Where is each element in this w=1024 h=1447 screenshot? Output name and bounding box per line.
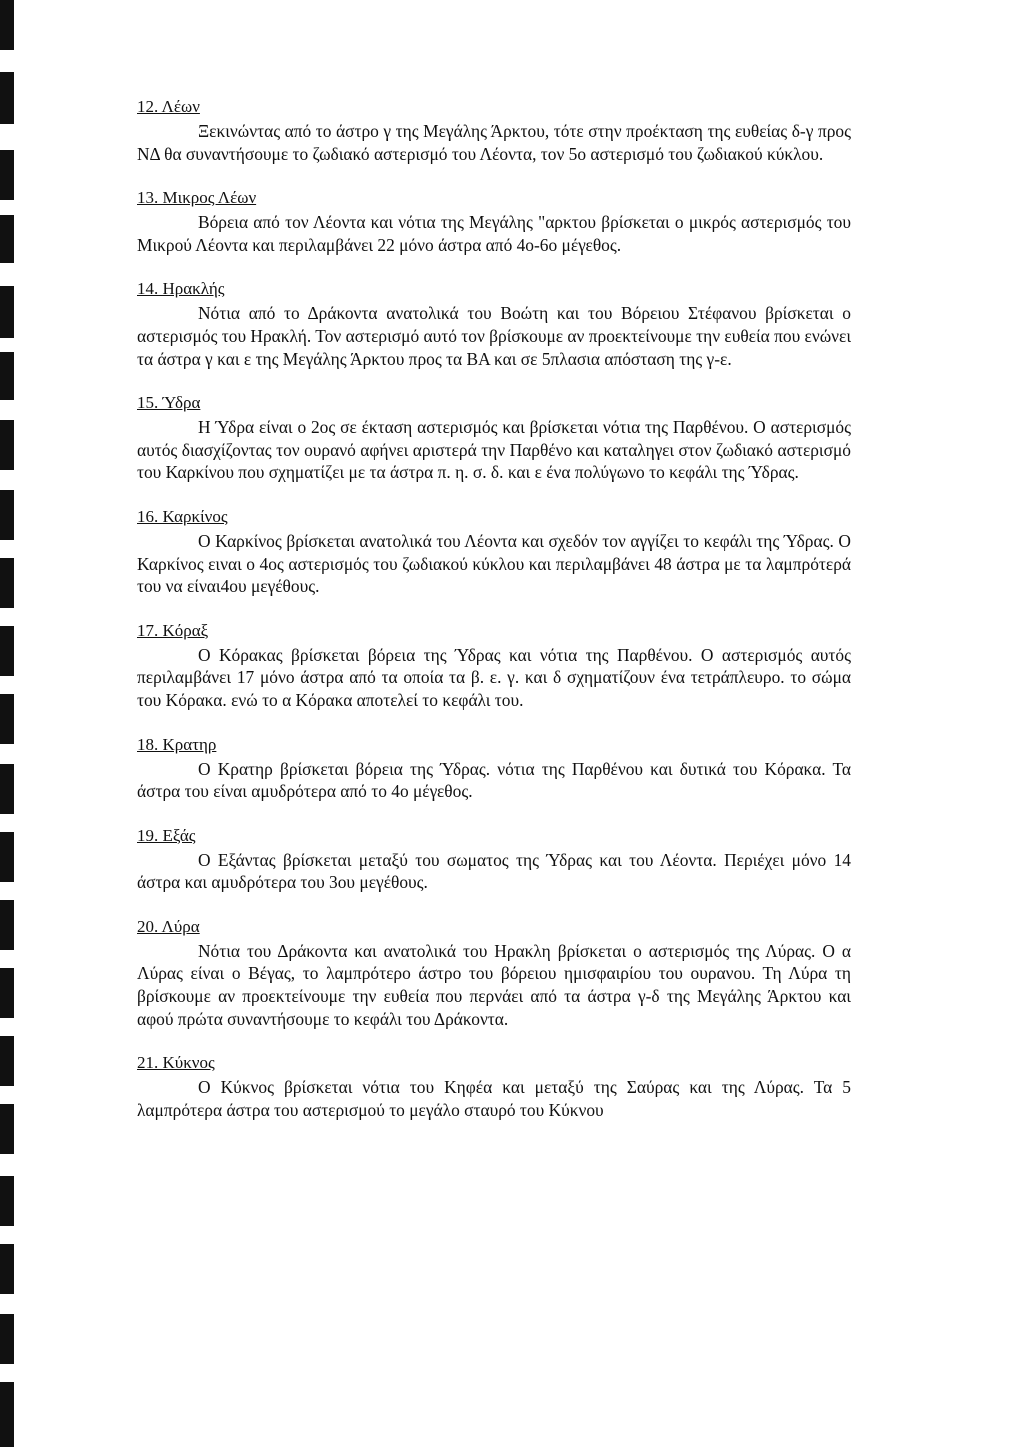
binding-mark <box>0 72 14 124</box>
section-heading: 20. Λύρα <box>137 916 200 936</box>
binding-mark <box>0 968 14 1018</box>
section-text: Ο Εξάντας βρίσκεται μεταξύ του σωματος της Ύδρας και του Λέοντα. Περιέχει μόνο 14 άστρα και αμυδρότερα του 3ου μεγέθους. <box>137 849 851 893</box>
section-heading: 15. Ύδρα <box>137 393 201 413</box>
section-iraklis <box>137 278 851 370</box>
section-text: Ο Κρατηρ βρίσκεται βόρεια της Ύδρας. νότια της Παρθένου και δυτικά του Κόρακα. Τα άστρα του είναι αμυδρότερα από το 4ο μέγεθος. <box>137 758 851 802</box>
binding-mark <box>0 900 14 950</box>
section-text: Η Ύδρα είναι ο 2ος σε έκταση αστερισμός και βρίσκεται νότια της Παρθένου. Ο αστερισμός αυτός διασχίζοντας τον ουρανό αφήνει αριστερά την Παρθένο και καταληγει στον ζωδιακό αστερισμό του Καρκίνου που σχηματίζει με τα άστρα π. η. σ. δ. και ε ένα πολύγωνο το κεφάλι της Ύδρας. <box>137 417 851 483</box>
document-body <box>137 96 851 1143</box>
binding-mark <box>0 150 14 200</box>
section-text: Βόρεια από τον Λέοντα και νότια της Μεγάλης "αρκτου βρίσκεται ο μικρός αστερισμός του Μικρού Λέοντα και περιλαμβάνει 22 μόνο άστρα από 4ο-6ο μέγεθος. <box>137 212 851 255</box>
binding-mark <box>0 1382 14 1447</box>
section-text: Νότια από το Δράκοντα ανατολικά του Βοώτη και του Βόρειου Στέφανου βρίσκεται ο αστερισμός του Ηρακλή. Τον αστερισμό αυτό τον βρίσκουμε αν προεκτείνουμε την ευθεία που ενώνει τα άστρα γ και ε της Μεγάλης Άρκτου προς τα ΒΑ και σε 5πλασια απόσταση της γ-ε. <box>137 303 851 369</box>
binding-mark <box>0 1036 14 1086</box>
binding-mark <box>0 1104 14 1154</box>
section-kratir <box>137 734 851 803</box>
section-heading: 14. Ηρακλής <box>137 279 225 299</box>
section-lyra <box>137 916 851 1030</box>
section-kyknos <box>137 1052 851 1121</box>
binding-mark <box>0 558 14 608</box>
section-text: Ξεκινώντας από το άστρο γ της Μεγάλης Άρκτου, τότε στην προέκταση της ευθείας δ-γ προς ΝΔ θα συναντήσουμε το ζωδιακό αστερισμό του Λέοντα, τον 5ο αστερισμό του ζωδιακού κύκλου. <box>137 121 851 164</box>
section-karkinos <box>137 506 851 598</box>
binding-marks <box>0 0 14 1447</box>
section-text: Ο Καρκίνος βρίσκεται ανατολικά του Λέοντα και σχεδόν τον αγγίζει το κεφάλι της Ύδρας. Ο Καρκίνος ειναι ο 4ος αστερισμός του ζωδιακού κύκλου και περιλαμβάνει 48 άστρα με τα λαμπρότερά του να είναι4ου μεγέθους. <box>137 530 851 597</box>
section-heading: 19. Εξάς <box>137 825 196 845</box>
section-leon <box>137 96 851 165</box>
section-mikros-leon <box>137 187 851 256</box>
binding-mark <box>0 694 14 744</box>
section-heading: 12. Λέων <box>137 97 200 116</box>
binding-mark <box>0 490 14 540</box>
section-heading: 16. Καρκίνος <box>137 506 228 526</box>
section-exas <box>137 825 851 894</box>
binding-mark <box>0 764 14 814</box>
binding-mark <box>0 0 14 50</box>
section-heading: 17. Κόραξ <box>137 620 209 640</box>
binding-mark <box>0 626 14 676</box>
section-heading: 13. Μικρος Λέων <box>137 188 257 208</box>
binding-mark <box>0 1176 14 1226</box>
section-heading: 21. Κύκνος <box>137 1053 215 1073</box>
binding-mark <box>0 215 14 263</box>
section-korax <box>137 620 851 712</box>
binding-mark <box>0 286 14 338</box>
binding-mark <box>0 1244 14 1294</box>
binding-mark <box>0 1314 14 1364</box>
binding-mark <box>0 832 14 882</box>
section-heading: 18. Κρατηρ <box>137 734 217 754</box>
binding-mark <box>0 352 14 400</box>
section-text: Νότια του Δράκοντα και ανατολικά του Ηρακλη βρίσκεται ο αστερισμός της Λύρας. Ο α Λύρας είναι ο Βέγας, το λαμπρότερο άστρο του βόρειου ημισφαιρίου του ουρανου. Τη Λύρα τη βρίσκουμε αν προεκτείνουμε την ευθεία που περνάει από τα άστρα γ-δ της Μεγάλης Άρκτου και αφού πρώτα συναντήσουμε το κεφάλι του Δράκοντα. <box>137 940 851 1029</box>
section-text: Ο Κύκνος βρίσκεται νότια του Κηφέα και μεταξύ της Σαύρας και της Λύρας. Τα 5 λαμπρότερα άστρα του αστερισμού το μεγάλο σταυρό του Κύκνου <box>137 1077 851 1120</box>
section-text: Ο Κόρακας βρίσκεται βόρεια της Ύδρας και νότια της Παρθένου. Ο αστερισμός αυτός περιλαμβάνει 17 μόνο άστρα από τα οποία τα β. ε. γ. και δ σχηματίζουν ένα τετράπλευρο. το σώμα του Κόρακα. ενώ το α Κόρακα αποτελεί το κεφάλι του. <box>137 644 851 710</box>
section-ydra <box>137 392 851 484</box>
binding-mark <box>0 420 14 470</box>
